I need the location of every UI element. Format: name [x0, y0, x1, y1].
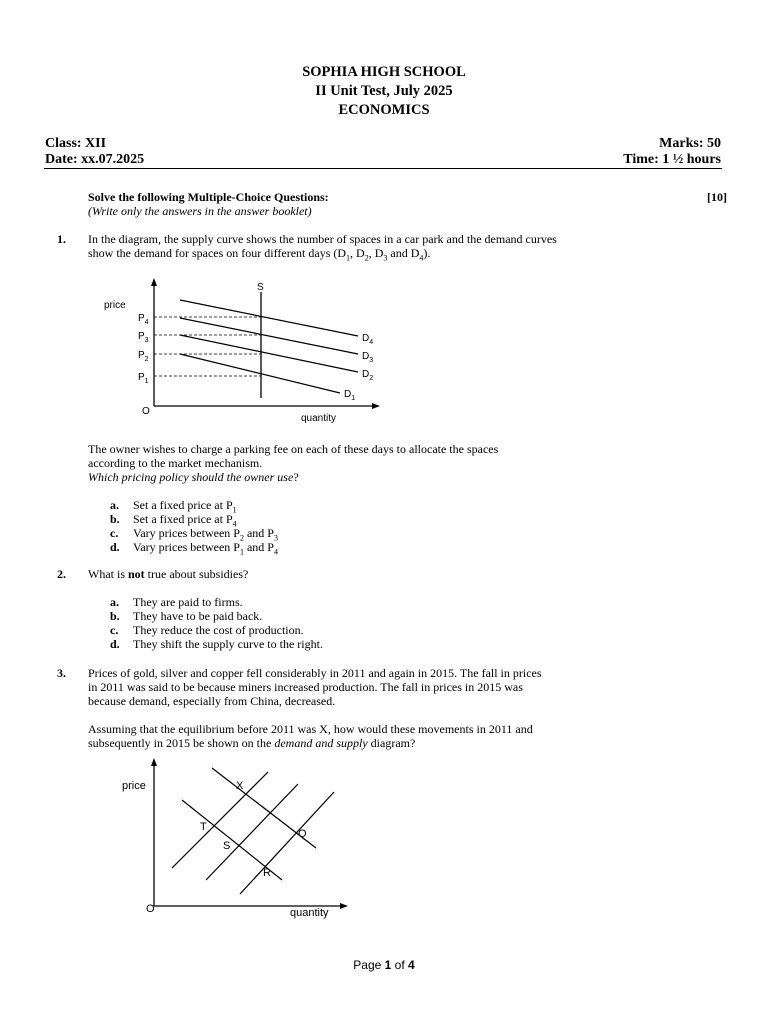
class-label: Class: XII: [45, 136, 107, 151]
q1-p4-label: $P_4$: [138, 313, 149, 326]
q1-quantity-label: quantity: [301, 413, 337, 424]
q3-supply-curve-1: [172, 772, 268, 868]
q1-stem-line1: In the diagram, the supply curve shows the number of spaces in a car park and the demand curves: [88, 232, 557, 246]
q1-number: 1.: [57, 232, 66, 246]
q1-price-label: price: [104, 300, 126, 311]
q2-stem: What is not true about subsidies?: [88, 567, 249, 581]
q3-point-t-label: T: [200, 821, 207, 833]
section-marks: [10]: [707, 190, 727, 204]
total-pages: 4: [408, 958, 415, 972]
q1-origin-label: O: [142, 406, 150, 417]
page-footer: Page 1 of 4: [353, 958, 415, 972]
test-title: II Unit Test, July 2025: [315, 83, 453, 99]
date-label: Date: xx.07.2025: [45, 152, 145, 167]
current-page: 1: [384, 958, 392, 972]
q3-price-axis-arrow: [151, 758, 157, 766]
q1-demand-curve-d3: [180, 318, 358, 354]
q3-origin-label: O: [146, 903, 155, 915]
q3-stem-line5: subsequently in 2015 be shown on the demand and supply diagram?: [88, 736, 416, 750]
q3-point-s-label: S: [223, 840, 231, 852]
q1-demand-supply-diagram: [96, 278, 396, 428]
q3-price-label: price: [122, 780, 146, 792]
q1-p3-label: $P_3$: [138, 331, 149, 344]
q3-point-x-label: X: [236, 780, 244, 792]
q1-context-line1: The owner wishes to charge a parking fee on each of these days to allocate the spaces: [88, 442, 499, 456]
q3-quantity-label: quantity: [290, 907, 329, 919]
school-name: SOPHIA HIGH SCHOOL: [302, 64, 466, 80]
q3-point-q-label: Q: [298, 828, 307, 840]
header-rule: [44, 168, 722, 169]
q1-option-b: b. Set a fixed price at $P_4$: [110, 512, 237, 529]
q2-option-d: d. They shift the supply curve to the right.: [110, 637, 323, 651]
q1-context-line2: according to the market mechanism.: [88, 456, 263, 470]
q3-number: 3.: [57, 666, 66, 680]
q2-option-a: a. They are paid to firms.: [110, 595, 243, 609]
q1-option-a: a. Set a fixed price at $P_1$: [110, 498, 237, 515]
section-title: Solve the following Multiple-Choice Questions:: [88, 190, 329, 204]
q1-demand-curve-d4: [180, 300, 358, 336]
time-label: Time: 1 ½ hours: [623, 152, 721, 167]
q1-stem-line2: show the demand for spaces on four different days ($D_1$, $D_2$, $D_3$ and $D_4$).: [88, 246, 431, 263]
q1-option-d: d. Vary prices between $P_1$ and $P_4$: [110, 540, 278, 557]
q1-quantity-axis-arrow: [372, 403, 380, 409]
q2-number: 2.: [57, 567, 66, 581]
q1-price-axis-arrow: [151, 278, 157, 286]
q1-d2-label: $D_2$: [362, 369, 374, 382]
q3-demand-supply-diagram: [110, 756, 360, 926]
subject-title: ECONOMICS: [338, 102, 430, 118]
q1-p2-label: $P_2$: [138, 350, 149, 363]
q3-stem-line1: Prices of gold, silver and copper fell considerably in 2011 and again in 2015. The fall in prices: [88, 666, 542, 680]
q1-d1-label: $D_1$: [344, 389, 356, 402]
q1-supply-label: S: [257, 282, 264, 293]
section-instruction: (Write only the answers in the answer booklet): [88, 204, 312, 218]
q2-option-c: c. They reduce the cost of production.: [110, 623, 304, 637]
q3-stem-line2: in 2011 was said to be because miners increased production. The fall in prices in 2015 was: [88, 680, 523, 694]
q1-option-c: c. Vary prices between $P_2$ and $P_3$: [110, 526, 278, 543]
q1-demand-curve-d1: [180, 354, 340, 393]
q3-stem-line3: because demand, especially from China, decreased.: [88, 694, 336, 708]
q2-option-b: b. They have to be paid back.: [110, 609, 263, 623]
q3-point-r-label: R: [263, 867, 271, 879]
q1-question: Which pricing policy should the owner use?: [88, 470, 299, 484]
q1-d3-label: $D_3$: [362, 351, 374, 364]
q3-stem-line4: Assuming that the equilibrium before 2011 was X, how would these movements in 2011 and: [88, 722, 533, 736]
marks-label: Marks: 50: [659, 136, 721, 151]
q3-supply-curve-3: [240, 792, 334, 894]
q1-d4-label: $D_4$: [362, 333, 374, 346]
q3-quantity-axis-arrow: [340, 903, 348, 909]
q1-demand-curve-d2: [180, 335, 358, 372]
q1-p1-label: $P_1$: [138, 372, 149, 385]
